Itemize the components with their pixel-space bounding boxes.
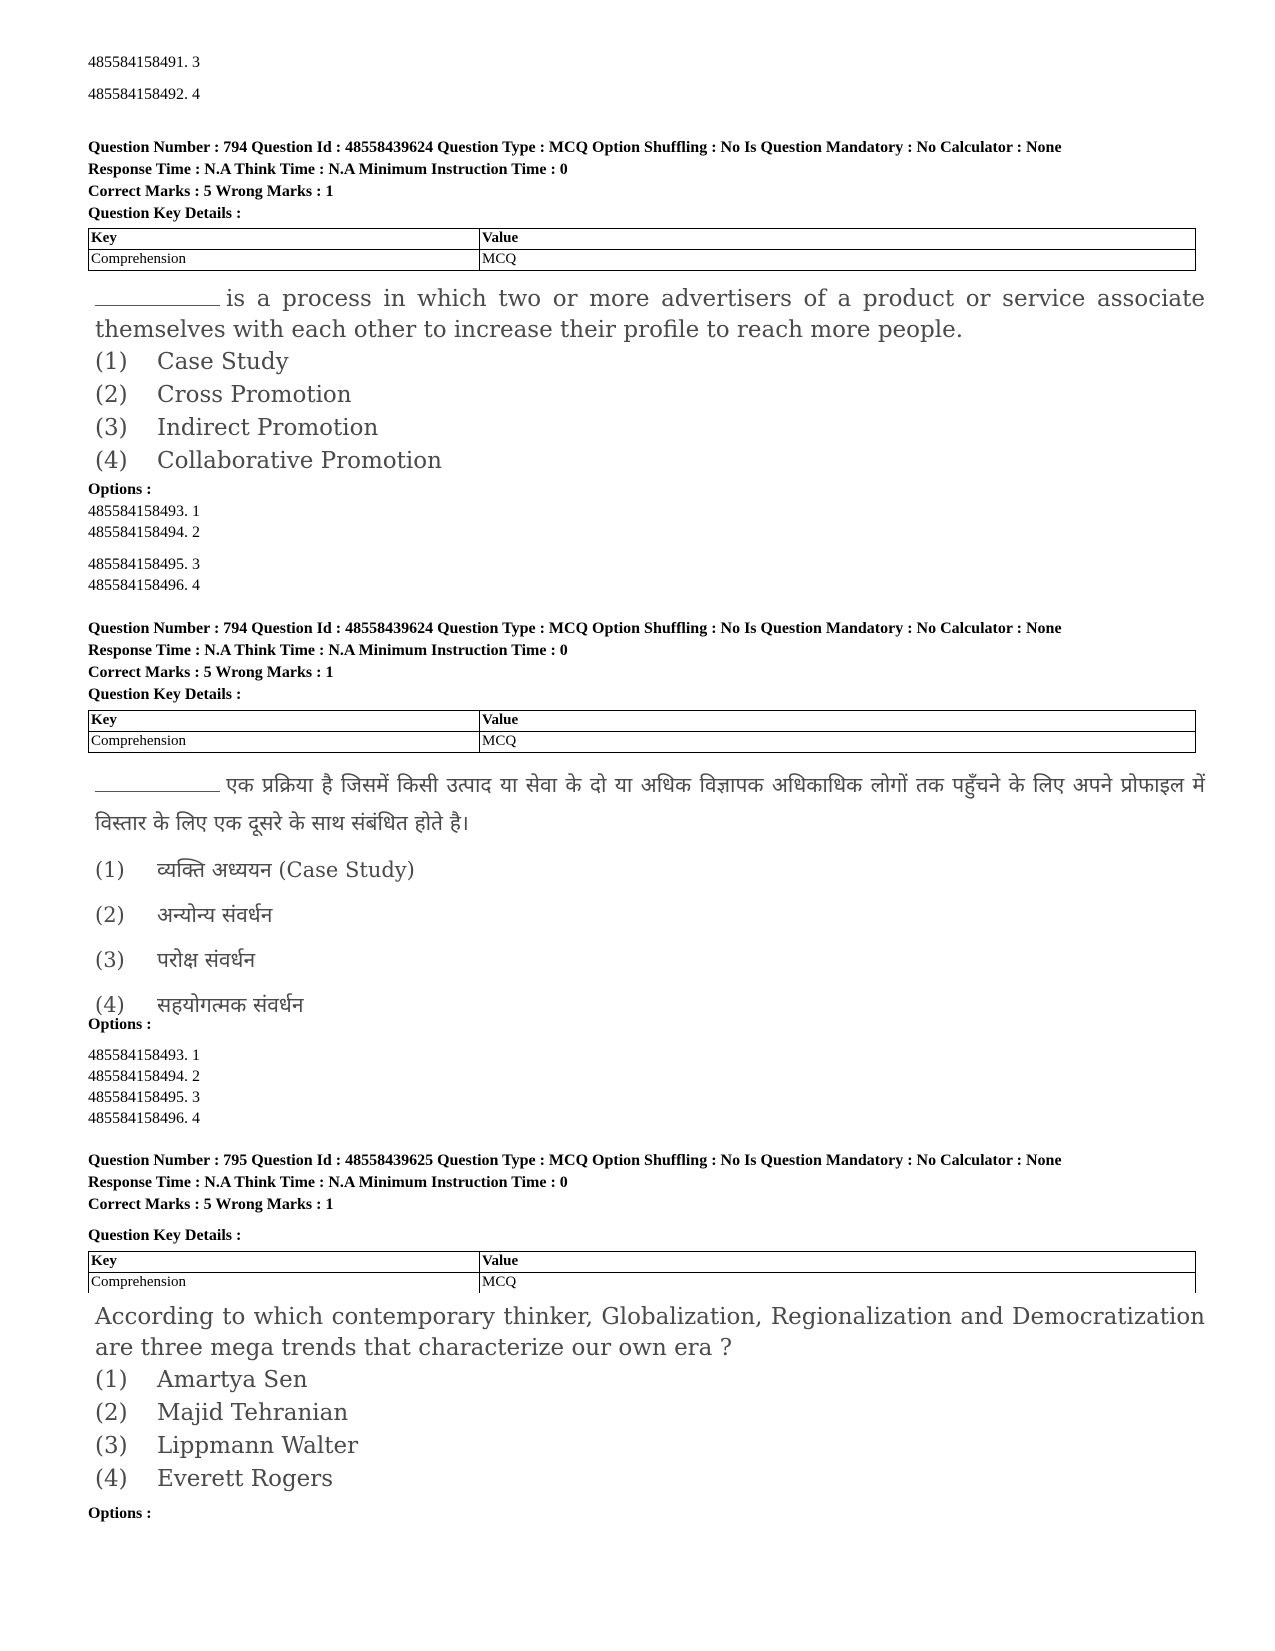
choice-item: (2) अन्योन्य संवर्धन bbox=[95, 903, 273, 927]
choice-item: (3) Lippmann Walter bbox=[95, 1433, 359, 1459]
choice-item: (1) Case Study bbox=[95, 349, 289, 375]
blank-line bbox=[95, 789, 220, 792]
options-list bbox=[88, 501, 200, 596]
question-image bbox=[95, 766, 1205, 1028]
value-cell: MCQ bbox=[480, 732, 1196, 753]
meta-line: Correct Marks : 5 Wrong Marks : 1 bbox=[88, 183, 334, 200]
meta-line: Question Key Details : bbox=[88, 1227, 242, 1244]
meta-line: Question Key Details : bbox=[88, 686, 242, 703]
question-meta bbox=[88, 137, 1062, 225]
choice-item: (3) परोक्ष संवर्धन bbox=[95, 948, 256, 972]
question-meta bbox=[88, 1150, 1062, 1247]
carryover-options bbox=[88, 52, 200, 105]
choice-item: (1) Amartya Sen bbox=[95, 1367, 308, 1393]
option-item: 485584158492. 4 bbox=[88, 86, 200, 103]
meta-line: Response Time : N.A Think Time : N.A Minimum Instruction Time : 0 bbox=[88, 1174, 568, 1191]
option-item: 485584158493. 1 bbox=[88, 1047, 200, 1064]
option-item: 485584158493. 1 bbox=[88, 503, 200, 520]
question-text: According to which contemporary thinker, Globalization, Regionalization and Democratization are three mega trends that characterize our own era ? bbox=[95, 1304, 1205, 1361]
question-key-table bbox=[88, 1251, 1196, 1293]
meta-line: Response Time : N.A Think Time : N.A Minimum Instruction Time : 0 bbox=[88, 642, 568, 659]
options-list bbox=[88, 1045, 200, 1129]
option-item: 485584158495. 3 bbox=[88, 1089, 200, 1106]
question-meta bbox=[88, 618, 1062, 706]
option-item: 485584158491. 3 bbox=[88, 54, 200, 71]
options-label: Options : bbox=[88, 1016, 152, 1033]
value-header: Value bbox=[480, 229, 1196, 250]
key-header: Key bbox=[89, 711, 480, 732]
meta-line: Correct Marks : 5 Wrong Marks : 1 bbox=[88, 1196, 334, 1213]
option-item: 485584158496. 4 bbox=[88, 577, 200, 594]
key-cell: Comprehension bbox=[89, 250, 480, 271]
choice-item: (2) Cross Promotion bbox=[95, 382, 352, 408]
key-header: Key bbox=[89, 1252, 480, 1273]
meta-line: Question Number : 795 Question Id : 48558439625 Question Type : MCQ Option Shuffling : No Is Question Mandatory : No Calculator : None bbox=[88, 1152, 1062, 1169]
choice-item: (4) Collaborative Promotion bbox=[95, 448, 442, 474]
options-label: Options : bbox=[88, 1505, 152, 1522]
value-cell: MCQ bbox=[480, 250, 1196, 271]
key-cell: Comprehension bbox=[89, 732, 480, 753]
question-text: is a process in which two or more advertisers of a product or service associate themselves with each other to increase their profile to reach more people. bbox=[95, 286, 1205, 343]
question-image bbox=[95, 1302, 1205, 1496]
key-cell: Comprehension bbox=[89, 1273, 480, 1294]
value-cell: MCQ bbox=[480, 1273, 1196, 1294]
value-header: Value bbox=[480, 1252, 1196, 1273]
value-header: Value bbox=[480, 711, 1196, 732]
question-key-table bbox=[88, 710, 1196, 753]
question-key-table bbox=[88, 228, 1196, 271]
question-text: एक प्रक्रिया है जिसमें किसी उत्पाद या सेवा के दो या अधिक विज्ञापक अधिकाधिक लोगों तक पहुँचने के लिए अपने प्रोफाइल में विस्तार के लिए एक दूसरे के साथ संबंधित होते है। bbox=[95, 773, 1205, 835]
question-image bbox=[95, 284, 1205, 478]
option-item: 485584158495. 3 bbox=[88, 556, 200, 573]
options-label: Options : bbox=[88, 481, 152, 498]
blank-line bbox=[95, 303, 220, 306]
choice-item: (4) सहयोगत्मक संवर्धन bbox=[95, 993, 304, 1017]
meta-line: Response Time : N.A Think Time : N.A Minimum Instruction Time : 0 bbox=[88, 161, 568, 178]
choice-item: (4) Everett Rogers bbox=[95, 1466, 334, 1492]
choice-item: (3) Indirect Promotion bbox=[95, 415, 379, 441]
key-header: Key bbox=[89, 229, 480, 250]
meta-line: Question Number : 794 Question Id : 48558439624 Question Type : MCQ Option Shuffling : No Is Question Mandatory : No Calculator : None bbox=[88, 620, 1062, 637]
option-item: 485584158494. 2 bbox=[88, 1068, 200, 1085]
meta-line: Correct Marks : 5 Wrong Marks : 1 bbox=[88, 664, 334, 681]
meta-line: Question Key Details : bbox=[88, 205, 242, 222]
meta-line: Question Number : 794 Question Id : 48558439624 Question Type : MCQ Option Shuffling : No Is Question Mandatory : No Calculator : None bbox=[88, 139, 1062, 156]
option-item: 485584158494. 2 bbox=[88, 524, 200, 541]
choice-item: (2) Majid Tehranian bbox=[95, 1400, 349, 1426]
option-item: 485584158496. 4 bbox=[88, 1110, 200, 1127]
choice-item: (1) व्यक्ति अध्ययन (Case Study) bbox=[95, 858, 415, 882]
